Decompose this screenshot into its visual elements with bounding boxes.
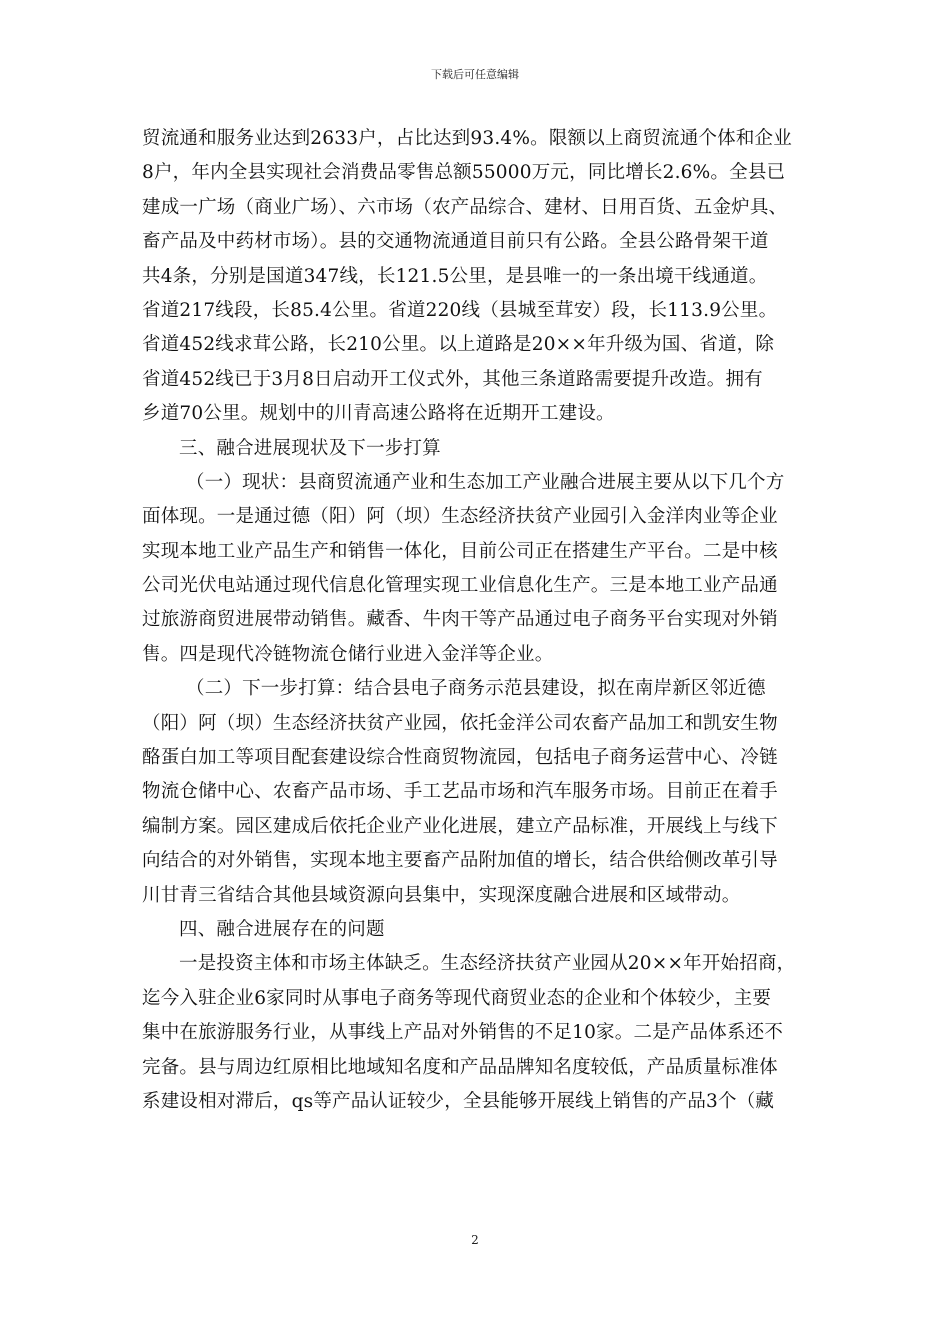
text-line: （阳）阿（坝）生态经济扶贫产业园，依托金洋公司农畜产品加工和凯安生物 [142, 712, 778, 734]
text-line: 建成一广场（商业广场）、六市场（农产品综合、建材、日用百货、五金炉具、 [142, 196, 788, 218]
text-line: 乡道70公里。规划中的川青高速公路将在近期开工建设。 [142, 403, 615, 425]
text-line: 8户，年内全县实现社会消费品零售总额55000万元，同比增长2.6%。全县已 [142, 162, 786, 184]
text-line: 共4条，分别是国道347线，长121.5公里，是县唯一的一条出境干线通道。 [142, 265, 768, 287]
text-line: 面体现。一是通过德（阳）阿（坝）生态经济扶贫产业园引入金洋肉业等企业 [142, 506, 778, 528]
text-line: 公司光伏电站通过现代信息化管理实现工业信息化生产。三是本地工业产品通 [142, 575, 778, 597]
section-heading: 四、融合进展存在的问题 [179, 918, 385, 940]
text-line: 贸流通和服务业达到2633户，占比达到93.4%。限额以上商贸流通个体和企业 [142, 128, 792, 149]
page-number: 2 [471, 1233, 479, 1247]
text-line: 川甘青三省结合其他县域资源向县集中，实现深度融合进展和区域带动。 [142, 884, 741, 906]
text-line: 售。四是现代冷链物流仓储行业进入金洋等企业。 [142, 643, 554, 665]
text-line: 省道452线求茸公路，长210公里。以上道路是20××年升级为国、省道，除 [142, 334, 775, 356]
page-header: 下载后可任意编辑 [431, 68, 519, 81]
document-body [142, 122, 808, 1119]
text-line: 酪蛋白加工等项目配套建设综合性商贸物流园，包括电子商务运营中心、冷链 [142, 747, 778, 769]
text-line: 编制方案。园区建成后依托企业产业化进展，建立产品标准，开展线上与线下 [142, 815, 778, 837]
text-line: 省道217线段，长85.4公里。省道220线（县城至茸安）段，长113.9公里。 [142, 299, 778, 321]
text-line: 省道452线已于3月8日启动开工仪式外，其他三条道路需要提升改造。拥有 [142, 368, 763, 390]
text-line: 迄今入驻企业6家同时从事电子商务等现代商贸业态的企业和个体较少，主要 [142, 987, 772, 1009]
section-heading: 三、融合进展现状及下一步打算 [179, 437, 441, 459]
paragraph-first-line: 一是投资主体和市场主体缺乏。生态经济扶贫产业园从20××年开始招商， [179, 953, 796, 975]
paragraph-first-line: （二）下一步打算：结合县电子商务示范县建设，拟在南岸新区邻近德 [186, 678, 766, 700]
text-line: 完备。县与周边红原相比地域知名度和产品品牌知名度较低，产品质量标准体 [142, 1056, 778, 1078]
paragraph-first-line: （一）现状：县商贸流通产业和生态加工产业融合进展主要从以下几个方 [186, 471, 785, 493]
text-line: 过旅游商贸进展带动销售。藏香、牛肉干等产品通过电子商务平台实现对外销 [142, 609, 778, 631]
text-line: 系建设相对滞后，qs等产品认证较少，全县能够开展线上销售的产品3个（藏 [142, 1090, 775, 1112]
text-line: 向结合的对外销售，实现本地主要畜产品附加值的增长，结合供给侧改革引导 [142, 850, 778, 872]
text-line: 畜产品及中药材市场）。县的交通物流通道目前只有公路。全县公路骨架干道 [142, 231, 769, 253]
text-line: 集中在旅游服务行业，从事线上产品对外销售的不足10家。二是产品体系还不 [142, 1022, 784, 1044]
text-line: 物流仓储中心、农畜产品市场、手工艺品市场和汽车服务市场。目前正在着手 [142, 781, 778, 803]
text-line: 实现本地工业产品生产和销售一体化，目前公司正在搭建生产平台。二是中核 [142, 540, 778, 562]
